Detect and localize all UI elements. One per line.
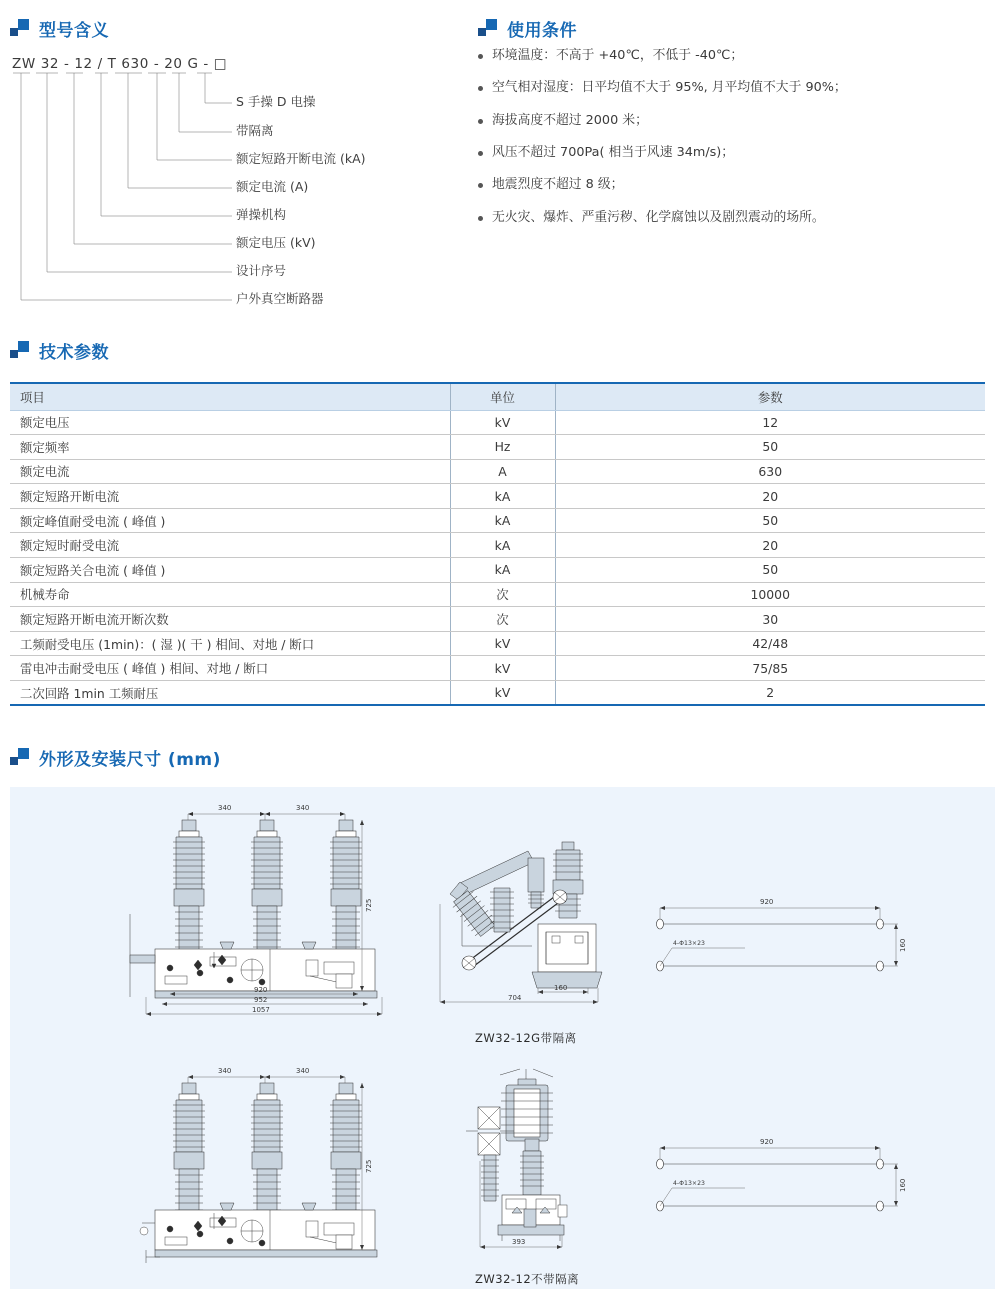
section-title-model: 型号含义 [39,21,109,41]
model-leader-label: 额定短路开断电流 (kA) [236,151,366,166]
list-item [478,177,995,192]
dim-text-plate-160: 160 [899,938,907,952]
dim-text-340-d: 340 [296,1067,310,1075]
figure-caption-no-isolator: ZW32-12不带隔离 [475,1272,580,1286]
section-title-params: 技术参数 [39,343,109,363]
table-row [10,459,985,484]
cell-value: 20 [555,484,985,509]
cell-value: 50 [555,435,985,460]
bullet-icon [478,183,483,188]
cell-value: 2 [555,681,985,706]
list-item [478,80,995,95]
model-leader-label: 户外真空断路器 [236,291,324,306]
table-row [10,607,985,632]
cell-item: 额定短时耐受电流 [10,533,450,558]
section-marker-icon [478,19,498,38]
dim-text-952: 952 [254,996,268,1004]
dim-text-160: 160 [554,984,568,992]
dim-text-plate-920-b: 920 [760,1138,774,1146]
column-header-item: 项目 [10,383,450,410]
table-header-row [10,383,985,410]
condition-text: 空气相对湿度：日平均值不大于 95%, 月平均值不大于 90%； [492,80,847,96]
column-header-value: 参数 [555,383,985,410]
condition-text: 环境温度：不高于 +40℃，不低于 -40℃； [492,48,744,63]
model-leader-label: 额定电压 (kV) [236,235,316,250]
cell-value: 630 [555,459,985,484]
cell-item: 额定短路开断电流 [10,484,450,509]
usage-conditions-list [470,48,995,242]
figure-front-view-bottom [110,1055,410,1275]
cell-unit: A [450,459,555,484]
list-item [478,113,995,128]
model-leader-label: 带隔离 [236,123,274,138]
bullet-icon [478,216,483,221]
cell-value: 30 [555,607,985,632]
table-row [10,558,985,583]
condition-text: 风压不超过 700Pa( 相当于风速 34m/s)； [492,145,735,161]
cell-item: 二次回路 1min 工频耐压 [10,681,450,706]
dim-text-340-b: 340 [296,804,310,812]
cell-item: 额定峰值耐受电流 ( 峰值 ) [10,508,450,533]
column-header-unit: 单位 [450,383,555,410]
cell-value: 50 [555,508,985,533]
dim-text-340-c: 340 [218,1067,232,1075]
dim-text-hole-callout-bottom: 4-Φ13×23 [673,1180,705,1187]
figure-mounting-plate-bottom [630,1122,920,1237]
cell-value: 10000 [555,582,985,607]
dim-text-plate-920: 920 [760,898,774,906]
cell-item: 机械寿命 [10,582,450,607]
section-title-usage: 使用条件 [507,21,577,41]
section-marker-icon [10,748,30,767]
dim-text-hole-callout-top: 4-Φ13×23 [673,940,705,947]
section-heading-usage [478,16,577,41]
list-item [478,210,995,225]
model-leader-label: S 手操 D 电操 [236,94,316,109]
cell-unit: kA [450,508,555,533]
cell-value: 75/85 [555,656,985,681]
bullet-icon [478,54,483,59]
condition-text: 地震烈度不超过 8 级； [492,177,624,193]
table-row [10,533,985,558]
model-designation-diagram [0,48,470,308]
model-leader-lines [0,48,470,308]
technical-parameters-table [10,382,985,706]
model-code-string: ZW 32 - 12 / T 630 - 20 G - □ [12,56,228,72]
table-row [10,435,985,460]
cell-item: 额定短路关合电流 ( 峰值 ) [10,558,450,583]
dim-text-340-a: 340 [218,804,232,812]
section-heading-model [10,16,109,41]
figure-front-view-top [110,792,410,1037]
cell-item: 额定电流 [10,459,450,484]
section-heading-params [10,338,109,363]
table-row [10,681,985,706]
cell-item: 工频耐受电压 (1min)：( 湿 )( 干 ) 相间、对地 / 断口 [10,631,450,656]
cell-unit: kA [450,533,555,558]
cell-unit: kV [450,681,555,706]
list-item [478,145,995,160]
dim-text-1057: 1057 [252,1006,270,1014]
cell-unit: 次 [450,607,555,632]
cell-item: 额定频率 [10,435,450,460]
cell-unit: kA [450,558,555,583]
table-row [10,631,985,656]
figure-mounting-plate-top [630,882,920,997]
table-row [10,508,985,533]
dim-text-393: 393 [512,1238,526,1246]
section-title-dimensions: 外形及安装尺寸 (mm) [39,750,221,770]
dim-text-725: 725 [365,898,373,912]
model-leader-label: 额定电流 (A) [236,179,309,194]
bullet-icon [478,151,483,156]
table-row [10,410,985,435]
dim-text-704: 704 [508,994,522,1002]
section-marker-icon [10,341,30,360]
model-leader-label: 设计序号 [236,263,287,278]
model-leader-label: 弹操机构 [236,207,287,222]
table-row [10,484,985,509]
condition-text: 无火灾、爆炸、严重污秽、化学腐蚀以及剧烈震动的场所。 [492,209,825,225]
figure-caption-with-isolator: ZW32-12G带隔离 [475,1031,577,1045]
table-row [10,582,985,607]
cell-value: 12 [555,410,985,435]
dim-text-plate-160-b: 160 [899,1178,907,1192]
cell-unit: kA [450,484,555,509]
dimension-drawings-panel [10,787,995,1289]
section-marker-icon [10,19,30,38]
table-body [10,410,985,705]
cell-item: 雷电冲击耐受电压 ( 峰值 ) 相间、对地 / 断口 [10,656,450,681]
cell-value: 20 [555,533,985,558]
condition-text: 海拔高度不超过 2000 米； [492,112,648,128]
cell-unit: kV [450,631,555,656]
list-item [478,48,995,63]
dim-text-920: 920 [254,986,268,994]
bullet-icon [478,86,483,91]
cell-unit: kV [450,656,555,681]
figure-side-view-with-isolator [428,842,633,1032]
section-heading-dimensions [10,745,221,770]
cell-item: 额定电压 [10,410,450,435]
cell-unit: kV [450,410,555,435]
figure-side-view-no-isolator [458,1065,628,1260]
dim-text-725-b: 725 [365,1159,373,1173]
cell-unit: Hz [450,435,555,460]
technical-parameters-table-wrap [10,382,985,706]
cell-value: 50 [555,558,985,583]
cell-item: 额定短路开断电流开断次数 [10,607,450,632]
table-row [10,656,985,681]
cell-value: 42/48 [555,631,985,656]
bullet-icon [478,119,483,124]
cell-unit: 次 [450,582,555,607]
